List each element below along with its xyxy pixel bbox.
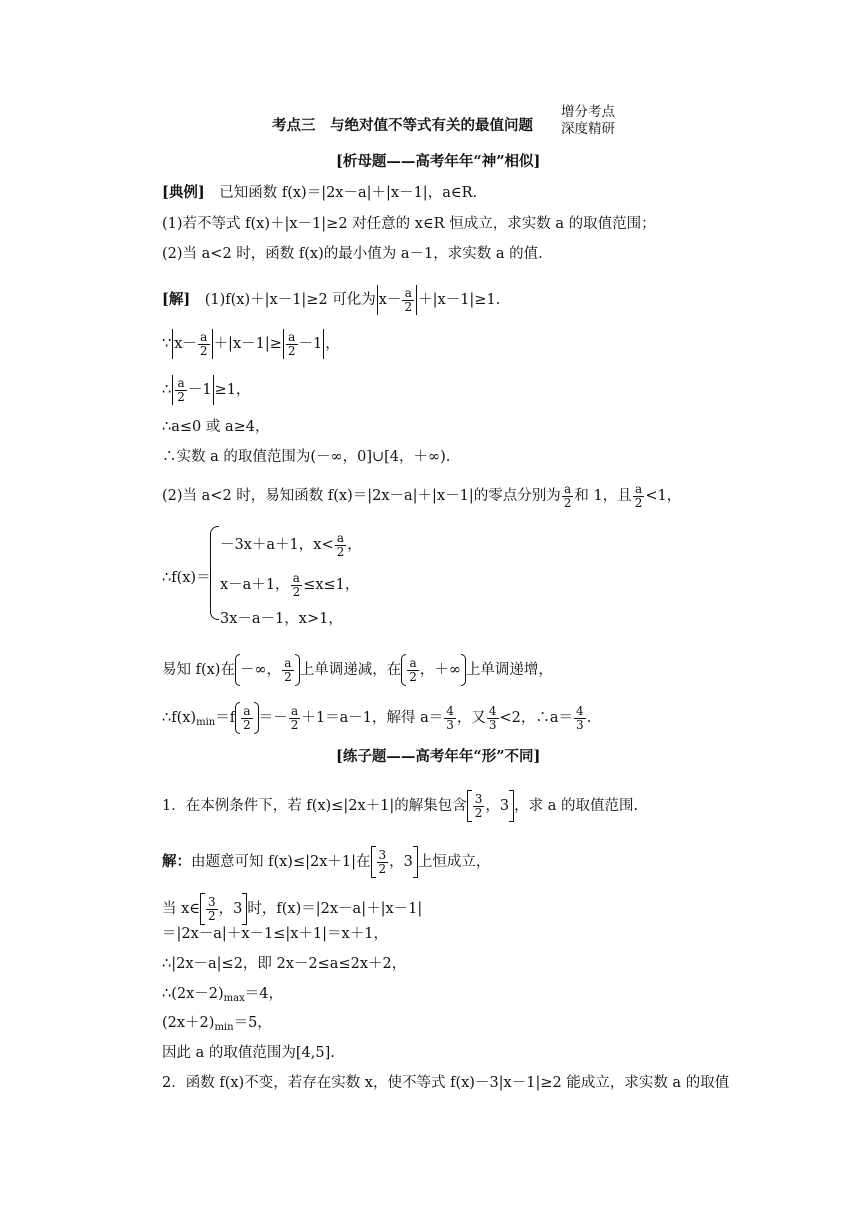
numerator: a bbox=[336, 531, 344, 545]
numerator: a bbox=[200, 329, 208, 344]
solution-line-4: ∴a≤0 或 a≥4， bbox=[162, 419, 270, 435]
math-text: ，3 bbox=[389, 854, 413, 870]
numerator: 3 bbox=[474, 791, 483, 806]
math-text: ， bbox=[347, 537, 362, 554]
denominator: 2 bbox=[336, 544, 345, 559]
denominator: 2 bbox=[287, 343, 296, 358]
denominator: 2 bbox=[284, 669, 292, 684]
fraction bbox=[282, 657, 294, 683]
math-text: 当 x∈ bbox=[162, 901, 201, 917]
denominator: 2 bbox=[634, 495, 643, 510]
therefore-symbol: ∴ bbox=[162, 382, 172, 398]
abs-bar bbox=[172, 375, 173, 405]
abs-bar bbox=[213, 375, 214, 405]
subscript: max bbox=[223, 993, 245, 1004]
numerator: a bbox=[563, 482, 572, 496]
solution-line-5: ∴实数 a 的取值范围为(－∞，0]∪[4，＋∞). bbox=[162, 449, 451, 465]
fraction bbox=[241, 705, 253, 731]
math-text: －3x＋a＋1，x< bbox=[220, 537, 334, 554]
solution-line-1 bbox=[162, 285, 500, 315]
denominator: 2 bbox=[290, 717, 299, 732]
question-1: (1)若不等式 f(x)＋|x－1|≥2 对任意的 x∈R 恒成立，求实数 a 的取值范围； bbox=[162, 216, 656, 232]
exercise-1-solution-6 bbox=[162, 1016, 272, 1033]
example-label: [典例] bbox=[162, 184, 205, 201]
section-heading-child: [练子题——高考年年“形”不同] bbox=[336, 748, 541, 765]
numerator: 4 bbox=[488, 703, 497, 718]
solution-line-7 bbox=[162, 654, 553, 686]
exercise-1-solution-5 bbox=[162, 987, 283, 1004]
fraction bbox=[574, 705, 586, 731]
exercise-1-solution-4: ∴|2x－a|≤2，即 2x－2≤a≤2x＋2， bbox=[162, 956, 407, 972]
fraction bbox=[291, 572, 303, 598]
denominator: 3 bbox=[446, 717, 454, 732]
math-text: x－ bbox=[174, 336, 197, 352]
numerator: a bbox=[284, 655, 292, 670]
math-text: x－a＋1， bbox=[220, 577, 290, 594]
numerator: a bbox=[243, 703, 251, 718]
numerator: a bbox=[404, 285, 412, 300]
fraction bbox=[473, 793, 485, 819]
subscript: min bbox=[214, 1022, 234, 1033]
example-line bbox=[162, 186, 477, 201]
bracket-left bbox=[371, 846, 376, 878]
exercise-2-question: 2．函数 f(x)不变，若存在实数 x，使不等式 f(x)－3|x－1|≥2 能成立，求实数 a 的取值 bbox=[162, 1075, 730, 1091]
fraction bbox=[402, 287, 414, 313]
math-text: ∴(2x－2) bbox=[162, 986, 224, 1002]
denominator: 2 bbox=[404, 299, 413, 314]
solution-text: (1)f(x)＋|x－1|≥2 可化为 bbox=[204, 292, 376, 308]
fraction bbox=[286, 331, 298, 357]
math-text: －∞， bbox=[239, 662, 282, 678]
piecewise-case-2 bbox=[220, 572, 359, 598]
math-text: ＋|x－1|≥1. bbox=[418, 292, 501, 308]
abs-bar bbox=[212, 329, 213, 359]
math-text: ， bbox=[325, 336, 340, 352]
tag-top: 增分考点 bbox=[561, 104, 615, 120]
fraction bbox=[335, 532, 347, 558]
exercise-1-solution-3: ＝|2x－a|＋x－1≤|x＋1|＝x＋1， bbox=[162, 926, 388, 942]
solution-line-2 bbox=[162, 329, 340, 359]
math-text: x－ bbox=[378, 292, 402, 308]
exercise-1-solution-1 bbox=[162, 846, 490, 878]
bracket-left bbox=[200, 893, 205, 925]
denominator: 2 bbox=[243, 717, 251, 732]
subscript: min bbox=[196, 717, 216, 728]
fraction bbox=[377, 849, 389, 875]
math-text: ，3 bbox=[485, 798, 510, 814]
fraction bbox=[444, 705, 456, 731]
math-text: <2，∴a＝ bbox=[499, 710, 574, 726]
math-text: <1， bbox=[645, 488, 682, 505]
left-brace bbox=[210, 526, 219, 620]
paren-left bbox=[235, 702, 240, 734]
exercise-1-question bbox=[162, 790, 638, 822]
numerator: a bbox=[634, 482, 643, 496]
fraction bbox=[407, 657, 419, 683]
math-text: ，求 a 的取值范围. bbox=[514, 798, 639, 814]
math-text: 时，f(x)＝|2x－a|＋|x－1| bbox=[247, 901, 423, 917]
fraction bbox=[198, 331, 210, 357]
math-text: ＝f bbox=[215, 710, 236, 726]
denominator: 2 bbox=[409, 669, 417, 684]
exercise-1-solution-2 bbox=[162, 893, 422, 925]
math-text: 易知 f(x)在 bbox=[162, 662, 235, 678]
piecewise-case-3: 3x－a－1，x>1， bbox=[220, 611, 343, 627]
solution-line-8 bbox=[162, 702, 591, 734]
denominator: 2 bbox=[378, 861, 387, 876]
math-text: －1 bbox=[298, 336, 323, 352]
piecewise-case-1 bbox=[220, 532, 362, 558]
math-text: ，＋∞ bbox=[419, 662, 461, 678]
denominator: 2 bbox=[563, 495, 572, 510]
fraction bbox=[206, 896, 218, 922]
example-stem: 已知函数 f(x)＝|2x－a|＋|x－1|，a∈R. bbox=[219, 185, 478, 201]
math-text: 上单调递增， bbox=[465, 662, 553, 678]
section-title: 考点三 与绝对值不等式有关的最值问题 bbox=[272, 117, 533, 134]
paren-left bbox=[401, 654, 406, 686]
numerator: a bbox=[409, 655, 417, 670]
math-text: 1．在本例条件下，若 f(x)≤|2x＋1|的解集包含 bbox=[162, 798, 467, 814]
math-text: 由题意可知 f(x)≤|2x＋1|在 bbox=[191, 854, 371, 870]
solution-line-6 bbox=[162, 483, 681, 509]
denominator: 2 bbox=[199, 343, 208, 358]
math-text: 上恒成立， bbox=[417, 854, 491, 870]
math-text: ，3 bbox=[218, 901, 243, 917]
math-text: 和 1，且 bbox=[574, 488, 632, 505]
solution-line-3 bbox=[162, 375, 250, 405]
fraction bbox=[487, 705, 499, 731]
denominator: 3 bbox=[576, 717, 584, 732]
math-text: ≤x≤1， bbox=[303, 577, 360, 594]
math-text: ，又 bbox=[456, 710, 486, 726]
math-text: ∴f(x) bbox=[162, 710, 197, 726]
math-text: ＝5， bbox=[233, 1015, 272, 1031]
fraction bbox=[175, 377, 187, 403]
exercise-1-solution-7: 因此 a 的取值范围为[4,5]. bbox=[162, 1045, 335, 1061]
math-text: 上单调递减，在 bbox=[299, 662, 402, 678]
because-symbol: ∵ bbox=[162, 336, 172, 352]
math-text: ＝4， bbox=[244, 986, 283, 1002]
abs-bar bbox=[377, 285, 378, 315]
fraction bbox=[289, 705, 301, 731]
tag-bottom: 深度精研 bbox=[561, 121, 615, 137]
solution-label: 解： bbox=[162, 853, 191, 870]
denominator: 2 bbox=[177, 389, 185, 404]
fraction bbox=[562, 483, 574, 509]
math-text: －1 bbox=[187, 382, 212, 398]
numerator: a bbox=[288, 329, 296, 344]
numerator: 4 bbox=[446, 703, 454, 718]
abs-bar bbox=[416, 285, 417, 315]
denominator: 3 bbox=[488, 717, 497, 732]
numerator: 4 bbox=[576, 703, 584, 718]
piecewise-lead: ∴f(x)＝ bbox=[162, 570, 211, 586]
denominator: 2 bbox=[292, 584, 301, 599]
question-2: (2)当 a<2 时，函数 f(x)的最小值为 a－1，求实数 a 的值. bbox=[162, 246, 543, 262]
numerator: a bbox=[177, 375, 185, 390]
numerator: a bbox=[292, 571, 300, 585]
section-heading-mother: [析母题——高考年年“神”相似] bbox=[336, 153, 541, 170]
denominator: 2 bbox=[208, 908, 216, 923]
math-text: ＝－ bbox=[258, 710, 288, 726]
math-text: (2)当 a<2 时，易知函数 f(x)＝|2x－a|＋|x－1|的零点分别为 bbox=[162, 488, 561, 505]
abs-bar bbox=[283, 329, 284, 359]
bracket-left bbox=[467, 790, 472, 822]
numerator: 3 bbox=[208, 894, 216, 909]
numerator: 3 bbox=[378, 847, 387, 862]
numerator: a bbox=[290, 703, 299, 718]
solution-label: [解] bbox=[162, 291, 191, 308]
math-text: ＋|x－1|≥ bbox=[213, 336, 282, 352]
denominator: 2 bbox=[474, 805, 483, 820]
fraction bbox=[633, 483, 645, 509]
math-text: . bbox=[586, 710, 592, 726]
math-text: (2x＋2) bbox=[162, 1015, 215, 1031]
math-text: ≥1， bbox=[214, 382, 251, 398]
math-text: ＋1＝a－1，解得 a＝ bbox=[301, 710, 444, 726]
